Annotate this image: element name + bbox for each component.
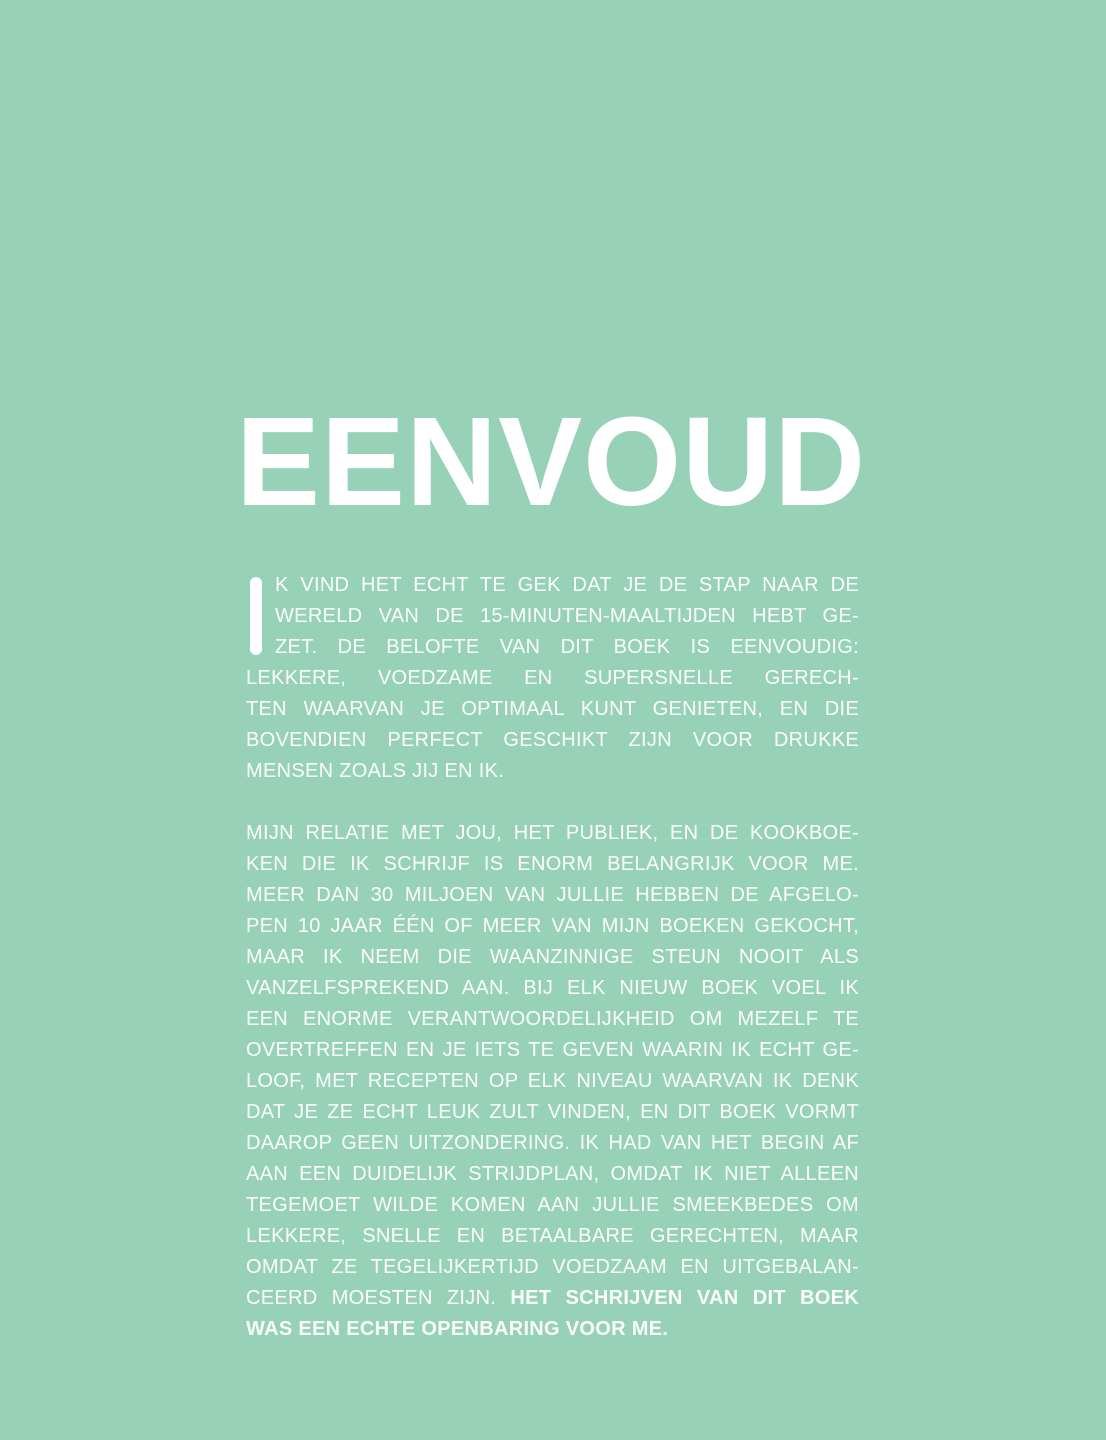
text-line: LEKKERE, VOEDZAME EN SUPERSNELLE GERECH-: [246, 667, 859, 689]
paragraph-1: [246, 570, 859, 787]
text-line: KEN DIE IK SCHRIJF IS ENORM BELANGRIJK VOOR ME.: [246, 853, 859, 875]
bold-text: HET SCHRIJVEN VAN DIT BOEK: [510, 1287, 859, 1309]
text-line: MENSEN ZOALS JIJ EN IK.: [246, 760, 505, 782]
body-text: [246, 570, 859, 1345]
text-line: MAAR IK NEEM DIE WAANZINNIGE STEUN NOOIT ALS: [246, 946, 859, 968]
text-line: MIJN RELATIE MET JOU, HET PUBLIEK, EN DE KOOKBOE-: [246, 822, 859, 844]
text-line: TEGEMOET WILDE KOMEN AAN JULLIE SMEEKBEDES OM: [246, 1194, 859, 1216]
text-line: TEN WAARVAN JE OPTIMAAL KUNT GENIETEN, EN DIE: [246, 698, 859, 720]
text-line: OMDAT ZE TEGELIJKERTIJD VOEDZAAM EN UITGEBALAN-: [246, 1256, 859, 1278]
text-line: ZET. DE BELOFTE VAN DIT BOEK IS EENVOUDIG:: [275, 636, 859, 658]
text-line: EEN ENORME VERANTWOORDELIJKHEID OM MEZELF TE: [246, 1008, 859, 1030]
text-line: K VIND HET ECHT TE GEK DAT JE DE STAP NAAR DE: [275, 574, 859, 596]
text-line: DAT JE ZE ECHT LEUK ZULT VINDEN, EN DIT BOEK VORMT: [246, 1101, 859, 1123]
text-line: LEKKERE, SNELLE EN BETAALBARE GERECHTEN, MAAR: [246, 1225, 859, 1247]
text-line-bold: WAS EEN ECHTE OPENBARING VOOR ME.: [246, 1318, 669, 1340]
text-line: WERELD VAN DE 15-MINUTEN-MAALTIJDEN HEBT GE-: [275, 605, 859, 627]
text-line: AAN EEN DUIDELIJK STRIJDPLAN, OMDAT IK NIET ALLEEN: [246, 1163, 859, 1185]
text-line: PEN 10 JAAR ÉÉN OF MEER VAN MIJN BOEKEN GEKOCHT,: [246, 915, 859, 937]
text-line: MEER DAN 30 MILJOEN VAN JULLIE HEBBEN DE AFGELO-: [246, 884, 859, 906]
text-line: LOOF, MET RECEPTEN OP ELK NIVEAU WAARVAN IK DENK: [246, 1070, 859, 1092]
text-line: BOVENDIEN PERFECT GESCHIKT ZIJN VOOR DRUKKE: [246, 729, 859, 751]
text-line: [246, 1283, 859, 1314]
regular-text: CEERD MOESTEN ZIJN.: [246, 1287, 497, 1309]
page-title: EENVOUD: [236, 391, 867, 532]
drop-cap: [250, 577, 262, 655]
text-line: DAAROP GEEN UITZONDERING. IK HAD VAN HET BEGIN AF: [246, 1132, 859, 1154]
paragraph-2: [246, 818, 859, 1345]
text-line: VANZELFSPREKEND AAN. BIJ ELK NIEUW BOEK VOEL IK: [246, 977, 859, 999]
text-line: OVERTREFFEN EN JE IETS TE GEVEN WAARIN IK ECHT GE-: [246, 1039, 859, 1061]
